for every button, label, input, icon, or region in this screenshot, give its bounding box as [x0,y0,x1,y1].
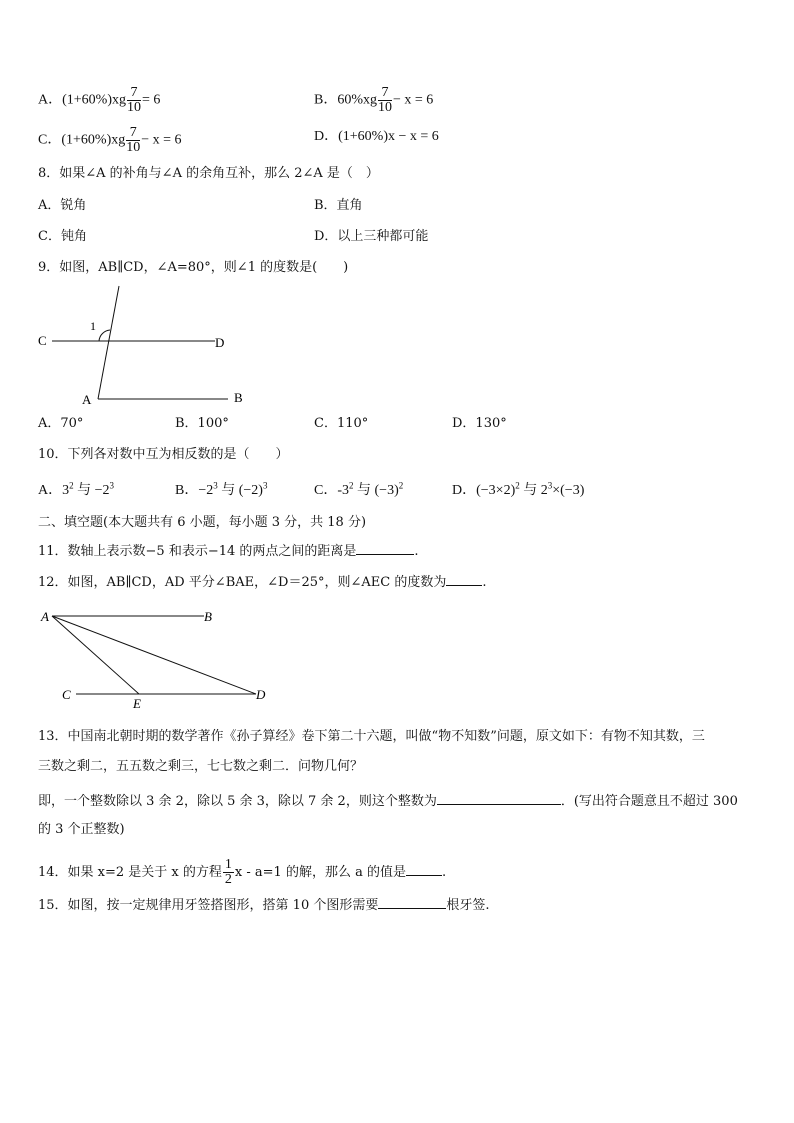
q9-figure [30,280,260,410]
q7-option-d: D．(1+60%)x − x = 6 [314,129,439,144]
q13-answer-blank [437,790,561,805]
q12-label-b: B [204,609,212,624]
q13-line1: 13．中国南北朝时期的数学著作《孙子算经》卷下第二十六题，叫做“物不知数”问题，原文如下：有物不知其数，三 [38,729,705,744]
q9-stem: 9．如图，AB∥CD，∠A=80°，则∠1 的度数是( ) [38,260,349,275]
q14-stem: 14．如果 x=2 是关于 x 的方程 $\frac{1}{2}$ x - a=1 的解，那么 a 的值是 . [38,857,447,887]
q8-option-a: A．锐角 [38,198,87,213]
q9-label-c: C [38,333,47,348]
q7-option-a: A．(1+60%)xg $\frac{7}{10}$ = 6 [38,85,161,115]
q13-line3: 即，一个整数除以 3 余 2，除以 5 余 3，除以 7 余 2，则这个整数为 ．(写出符合题意且不超过 300 [38,790,738,811]
q7-option-c: C．(1+60%)xg $\frac{7}{10}$ − x = 6 [38,125,182,155]
q10-option-c: C．$-3^2$ 与 $(-3)^2$ [314,480,404,498]
q11-answer-blank [356,540,414,555]
q13-line4: 的 3 个正整数) [38,822,125,837]
q12-line-ae [52,616,139,694]
q9-label-angle: 1 [90,319,96,333]
q9-option-c: C．110° [314,416,369,431]
q8-stem: 8．如果∠A 的补角与∠A 的余角互补，那么 2∠A 是（ ） [38,166,379,181]
q8-option-b: B．直角 [314,198,363,213]
q12-figure [36,604,276,710]
q12-label-e: E [133,696,141,710]
q11-stem: 11．数轴上表示数−5 和表示−14 的两点之间的距离是 . [38,540,419,561]
q10-option-b: B．$-2^3$ 与 $(-2)^3$ [175,480,268,498]
q15-stem: 15．如图，按一定规律用牙签搭图形，搭第 10 个图形需要 根牙签. [38,894,490,915]
q9-label-b: B [234,390,243,405]
q12-stem: 12．如图，AB∥CD，AD 平分∠BAE，∠D＝25°，则∠AEC 的度数为 . [38,571,486,592]
q8-option-c: C．钝角 [38,229,87,244]
q13-line2: 三数之剩二，五五数之剩三，七七数之剩二．问物几何？ [38,759,364,774]
q9-option-d: D．130° [452,416,507,431]
q12-label-c: C [62,687,71,702]
q9-option-a: A．70° [38,416,84,431]
q8-option-d: D．以上三种都可能 [314,229,429,244]
q9-label-a: A [82,392,92,407]
q9-label-d: D [215,335,225,350]
q10-option-d: D．$(-3\times 2)^2$ 与 $2^3\times(-3)$ [452,480,585,498]
q12-line-ad [52,616,256,694]
q10-stem: 10．下列各对数中互为相反数的是（ ） [38,447,289,462]
section-title-fill-in: 二、填空题(本大题共有 6 小题，每小题 3 分，共 18 分) [38,515,367,530]
q7-option-b: B．60%xg $\frac{7}{10}$ − x = 6 [314,85,434,115]
q12-label-d: D [256,687,266,702]
q12-answer-blank [446,571,482,586]
q14-answer-blank [406,861,442,876]
q9-option-b: B．100° [175,416,229,431]
q9-transversal [98,286,119,399]
q9-angle-arc [99,330,110,341]
q10-option-a: A．$3^2$ 与 $-2^3$ [38,480,115,498]
q15-answer-blank [378,894,446,909]
q12-label-a: A [41,609,49,624]
